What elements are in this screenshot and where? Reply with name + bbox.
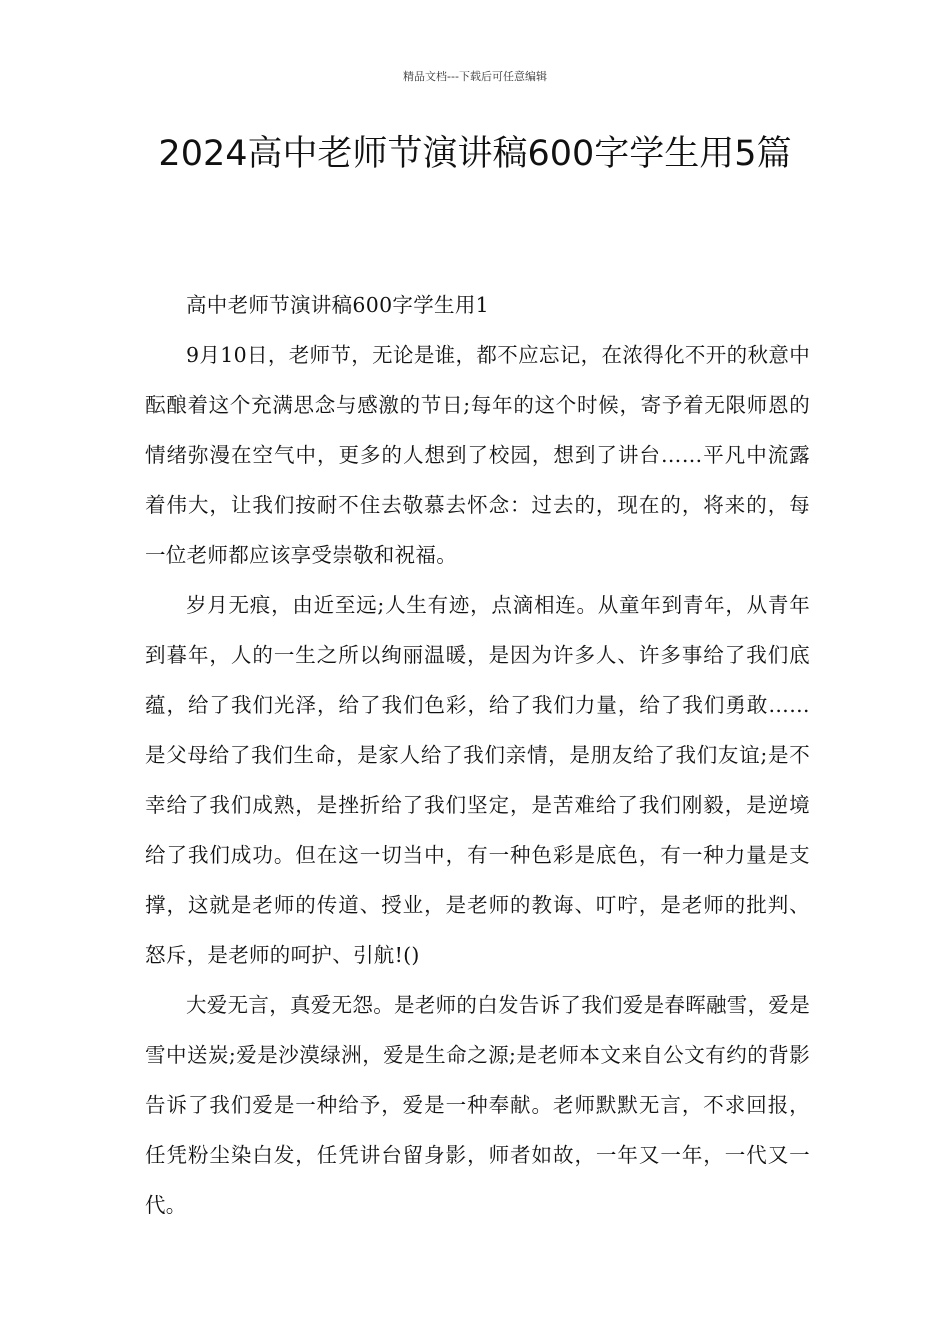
- document-body: [145, 280, 810, 1230]
- header-note: 精品文档---下载后可任意编辑: [403, 70, 547, 83]
- paragraph: 大爱无言，真爱无怨。是老师的白发告诉了我们爱是春晖融雪，爱是雪中送炭;爱是沙漠绿洲，爱是生命之源;是老师本文来自公文有约的背影告诉了我们爱是一种给予，爱是一种奉献。老师默默无言，不求回报，任凭粉尘染白发，任凭讲台留身影，师者如故，一年又一年，一代又一代。: [145, 993, 810, 1217]
- section-heading: 高中老师节演讲稿600字学生用1: [186, 293, 489, 317]
- paragraph: 9月10日，老师节，无论是谁，都不应忘记，在浓得化不开的秋意中酝酿着这个充满思念与感激的节日;每年的这个时候，寄予着无限师恩的情绪弥漫在空气中，更多的人想到了校园，想到了讲台……平凡中流露着伟大，让我们按耐不住去敬慕去怀念：过去的，现在的，将来的，每一位老师都应该享受崇敬和祝福。: [145, 343, 810, 567]
- document-title: 2024高中老师节演讲稿600字学生用5篇: [158, 134, 792, 174]
- paragraph: 岁月无痕，由近至远;人生有迹，点滴相连。从童年到青年，从青年到暮年，人的一生之所以绚丽温暖，是因为许多人、许多事给了我们底蕴，给了我们光泽，给了我们色彩，给了我们力量，给了我们勇敢……是父母给了我们生命，是家人给了我们亲情，是朋友给了我们友谊;是不幸给了我们成熟，是挫折给了我们坚定，是苦难给了我们刚毅，是逆境给了我们成功。但在这一切当中，有一种色彩是底色，有一种力量是支撑，这就是老师的传道、授业，是老师的教诲、叮咛，是老师的批判、怒斥，是老师的呵护、引航!(): [145, 593, 810, 967]
